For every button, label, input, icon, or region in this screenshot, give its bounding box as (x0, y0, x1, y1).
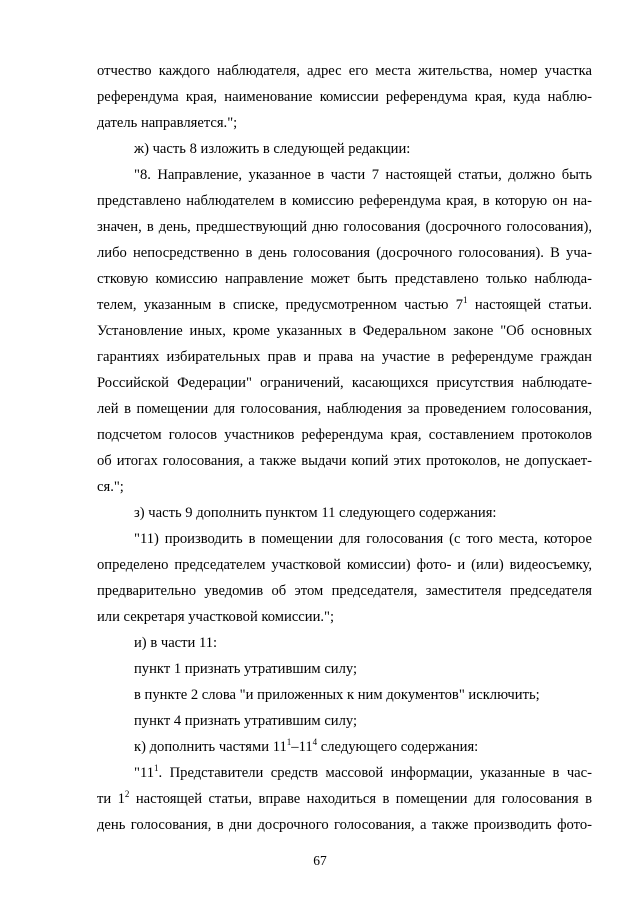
text-line: референдума края, наименование комиссии референдума края, куда наблю- (97, 89, 592, 105)
text-fragment: к) дополнить частями 11 (134, 739, 287, 755)
text-line: об итогах голосования, а также выдачи копий этих протоколов, не допускает- (97, 453, 592, 469)
text-line: Российской Федерации" ограничений, касающихся присутствия наблюдате- (97, 375, 592, 391)
text-line: в пункте 2 слова "и приложенных к ним документов" исключить; (134, 687, 540, 703)
text-fragment: телем, указанным в списке, предусмотренном частью 7 (97, 297, 463, 313)
text-line: день голосования, в дни досрочного голосования, а также производить фото- (97, 817, 592, 833)
page-number: 67 (313, 853, 327, 868)
text-line: определено председателем участковой комиссии) фото- и (или) видеосъемку, (97, 557, 592, 573)
text-line: отчество каждого наблюдателя, адрес его места жительства, номер участка (97, 63, 592, 79)
text-line: з) часть 9 дополнить пунктом 11 следующего содержания: (134, 505, 497, 521)
text-line: пункт 1 признать утратившим силу; (134, 661, 358, 677)
superscript: 2 (124, 789, 130, 800)
text-line: "11) производить в помещении для голосования (с того места, которое (134, 531, 592, 547)
superscript: 4 (312, 737, 318, 748)
text-line: стковую комиссию направление может быть представлено только наблюда- (97, 271, 592, 287)
text-line (97, 295, 592, 315)
text-fragment: настоящей статьи. (467, 297, 592, 313)
text-line (134, 737, 592, 757)
text-fragment: "11 (134, 765, 155, 781)
text-line: предварительно уведомив об этом председателя, заместителя председателя (97, 583, 592, 599)
superscript: 1 (286, 737, 292, 748)
text-line: или секретаря участковой комиссии."; (97, 609, 335, 625)
text-line: и) в части 11: (134, 635, 218, 651)
text-line: "8. Направление, указанное в части 7 настоящей статьи, должно быть (134, 167, 592, 183)
text-fragment: ти 1 (97, 791, 125, 807)
superscript: 1 (463, 295, 468, 306)
text-line (134, 763, 592, 783)
text-fragment: следующего содержания: (317, 739, 479, 755)
text-line: гарантиях избирательных прав и права на участие в референдуме граждан (97, 349, 592, 365)
text-line: пункт 4 признать утратившим силу; (134, 713, 358, 729)
text-fragment: настоящей статьи, вправе находиться в помещении для голосования в (129, 791, 592, 807)
text-line: Установление иных, кроме указанных в Федеральном законе "Об основных (97, 323, 592, 339)
text-line (97, 789, 592, 809)
text-line: ж) часть 8 изложить в следующей редакции: (134, 141, 411, 157)
text-line: ся."; (97, 479, 124, 495)
superscript: 1 (154, 763, 159, 774)
text-line: значен, в день, предшествующий дню голосования (досрочного голосования), (97, 219, 592, 235)
text-line: либо непосредственно в день голосования (досрочного голосования). В уча- (97, 245, 592, 261)
text-line: представлено наблюдателем в комиссию референдума края, в которую он на- (97, 193, 592, 209)
text-line: подсчетом голосов участников референдума края, составлением протоколов (97, 427, 592, 443)
text-line: датель направляется."; (97, 115, 238, 131)
text-fragment: . Представители средств массовой информации, указанные в час- (158, 765, 592, 781)
text-fragment: –11 (291, 739, 313, 755)
text-line: лей в помещении для голосования, наблюдения за проведением голосования, (97, 401, 592, 417)
